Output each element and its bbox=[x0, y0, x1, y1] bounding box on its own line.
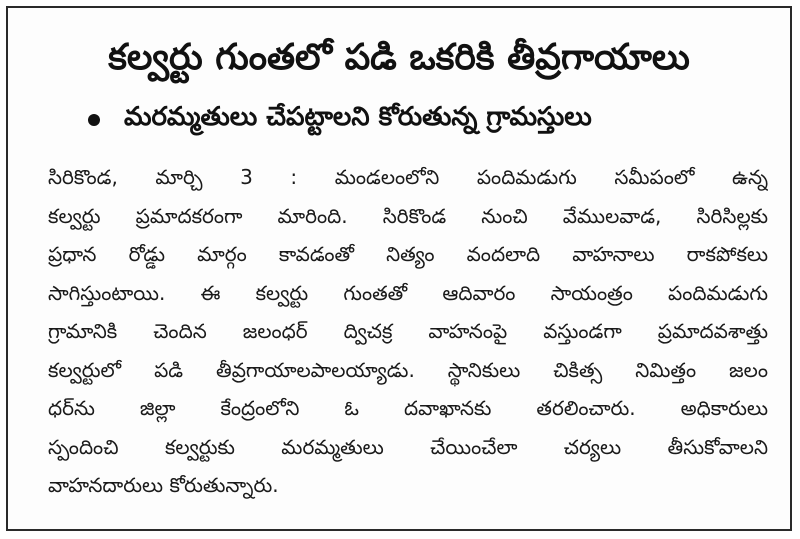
body-line: సాగిస్తుంటాయి. ఈ కల్వర్టు గుంతతో ఆదివారం సాయంత్రం పందిమడుగు bbox=[48, 280, 768, 305]
body-line: సిరికొండ, మార్చి 3 : మండలంలోని పందిమడుగు సమీపంలో ఉన్న bbox=[48, 165, 768, 189]
body-line: ధర్‌ను జిల్లా కేంద్రంలోని ఓ దవాఖానకు తరలించారు. అధికారులు bbox=[48, 396, 768, 420]
headline: కల్వర్టు గుంతలో పడి ఒకరికి తీవ్రగాయాలు bbox=[108, 37, 690, 78]
body-line: స్పందించి కల్వర్టుకు మరమ్మతులు చేయించేలా చర్యలు తీసుకోవాలని bbox=[48, 434, 768, 459]
body-line: ప్రధాన రోడ్డు మార్గం కావడంతో నిత్యం వందలాది వాహనాలు రాకపోకలు bbox=[48, 242, 768, 266]
bullet-icon bbox=[88, 114, 100, 126]
news-clipping bbox=[6, 6, 792, 531]
article-body bbox=[48, 158, 768, 505]
subheadline bbox=[88, 100, 592, 140]
body-line: గ్రామానికి చెందిన జలంధర్ ద్విచక్ర వాహనంపై వస్తుండగా ప్రమాదవశాత్తు bbox=[48, 319, 768, 343]
subheadline-text: మరమ్మతులు చేపట్టాలని కోరుతున్న గ్రామస్తులు bbox=[124, 102, 592, 132]
body-line: వాహనదారులు కోరుతున్నారు. bbox=[48, 473, 279, 497]
body-line: కల్వర్టులో పడి తీవ్రగాయాలపాలయ్యాడు. స్థానికులు చికిత్స నిమిత్తం జలం bbox=[48, 357, 768, 382]
body-line: కల్వర్టు ప్రమాదకరంగా మారింది. సిరికొండ నుంచి వేములవాడ, సిరిసిల్లకు bbox=[48, 203, 768, 228]
